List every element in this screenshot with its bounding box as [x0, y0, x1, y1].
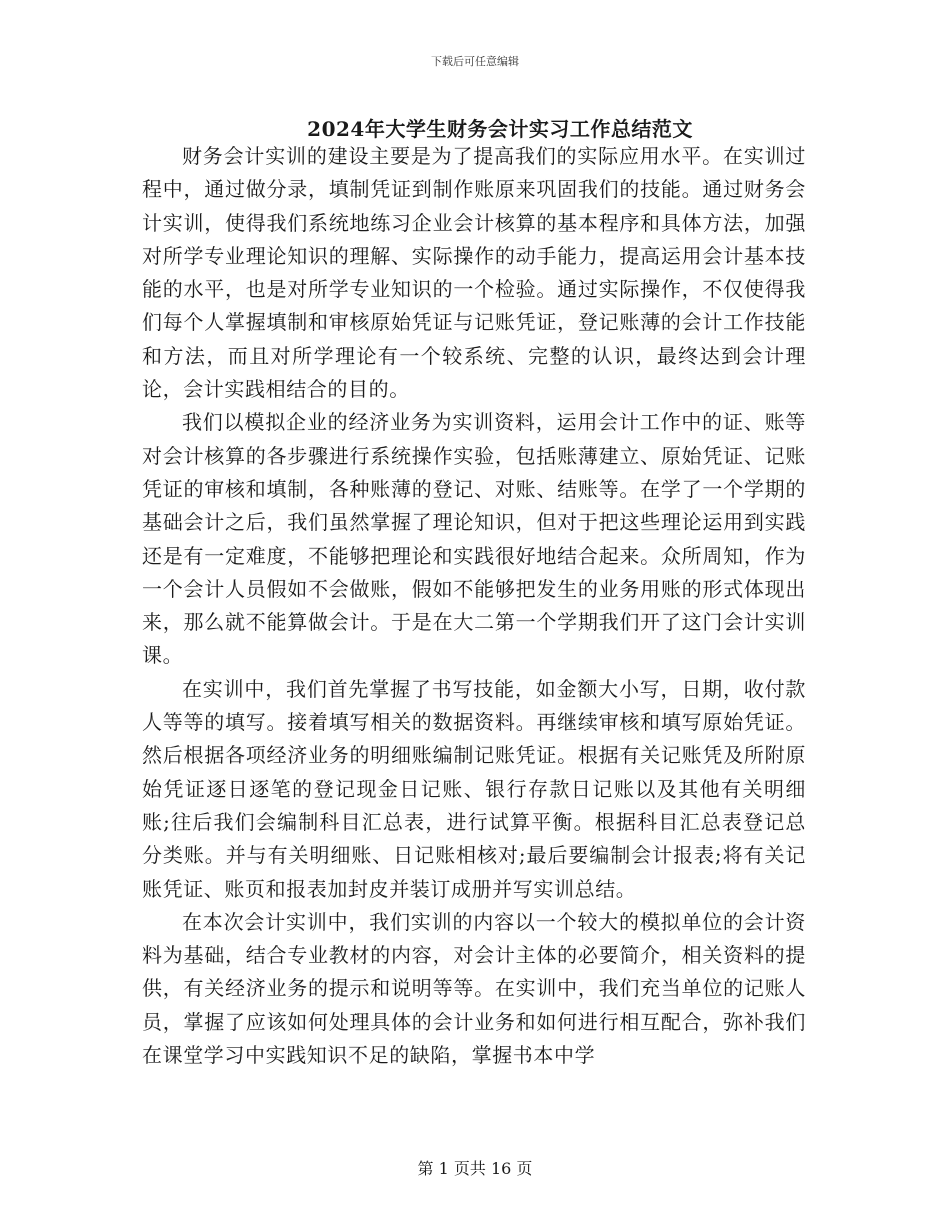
- document-title: 2024年大学生财务会计实习工作总结范文: [307, 117, 693, 141]
- paragraph: 在实训中，我们首先掌握了书写技能，如金额大小写，日期，收付款人等等的填写。接着填写相关的数据资料。再继续审核和填写原始凭证。然后根据各项经济业务的明细账编制记账凭证。根据有关记账凭及所附原始凭证逐日逐笔的登记现金日记账、银行存款日记账以及其他有关明细账;往后我们会编制科目汇总表，进行试算平衡。根据科目汇总表登记总分类账。并与有关明细账、日记账相核对;最后要编制会计报表;将有关记账凭证、账页和报表加封皮并装订成册并写实训总结。: [142, 676, 806, 901]
- document-body: [142, 140, 806, 1072]
- page-number-footer: 第 1 页共 16 页: [417, 1159, 533, 1178]
- paragraph: 我们以模拟企业的经济业务为实训资料，运用会计工作中的证、账等对会计核算的各步骤进行系统操作实验，包括账薄建立、原始凭证、记账凭证的审核和填制，各种账薄的登记、对账、结账等。在学了一个学期的基础会计之后，我们虽然掌握了理论知识，但对于把这些理论运用到实践还是有一定难度，不能够把理论和实践很好地结合起来。众所周知，作为一个会计人员假如不会做账，假如不能够把发生的业务用账的形式体现出来，那么就不能算做会计。于是在大二第一个学期我们开了这门会计实训课。: [142, 410, 806, 668]
- paragraph: 财务会计实训的建设主要是为了提高我们的实际应用水平。在实训过程中，通过做分录，填制凭证到制作账原来巩固我们的技能。通过财务会计实训，使得我们系统地练习企业会计核算的基本程序和具体方法，加强对所学专业理论知识的理解、实际操作的动手能力，提高运用会计基本技能的水平，也是对所学专业知识的一个检验。通过实际操作，不仅使得我们每个人掌握填制和审核原始凭证与记账凭证，登记账薄的会计工作技能和方法，而且对所学理论有一个较系统、完整的认识，最终达到会计理论，会计实践相结合的目的。: [142, 144, 806, 402]
- header-note: 下载后可任意编辑: [431, 55, 519, 68]
- paragraph: 在本次会计实训中，我们实训的内容以一个较大的模拟单位的会计资料为基础，结合专业教材的内容，对会计主体的必要简介，相关资料的提供，有关经济业务的提示和说明等等。在实训中，我们充当单位的记账人员，掌握了应该如何处理具体的会计业务和如何进行相互配合，弥补我们在课堂学习中实践知识不足的缺陷，掌握书本中学: [142, 909, 806, 1068]
